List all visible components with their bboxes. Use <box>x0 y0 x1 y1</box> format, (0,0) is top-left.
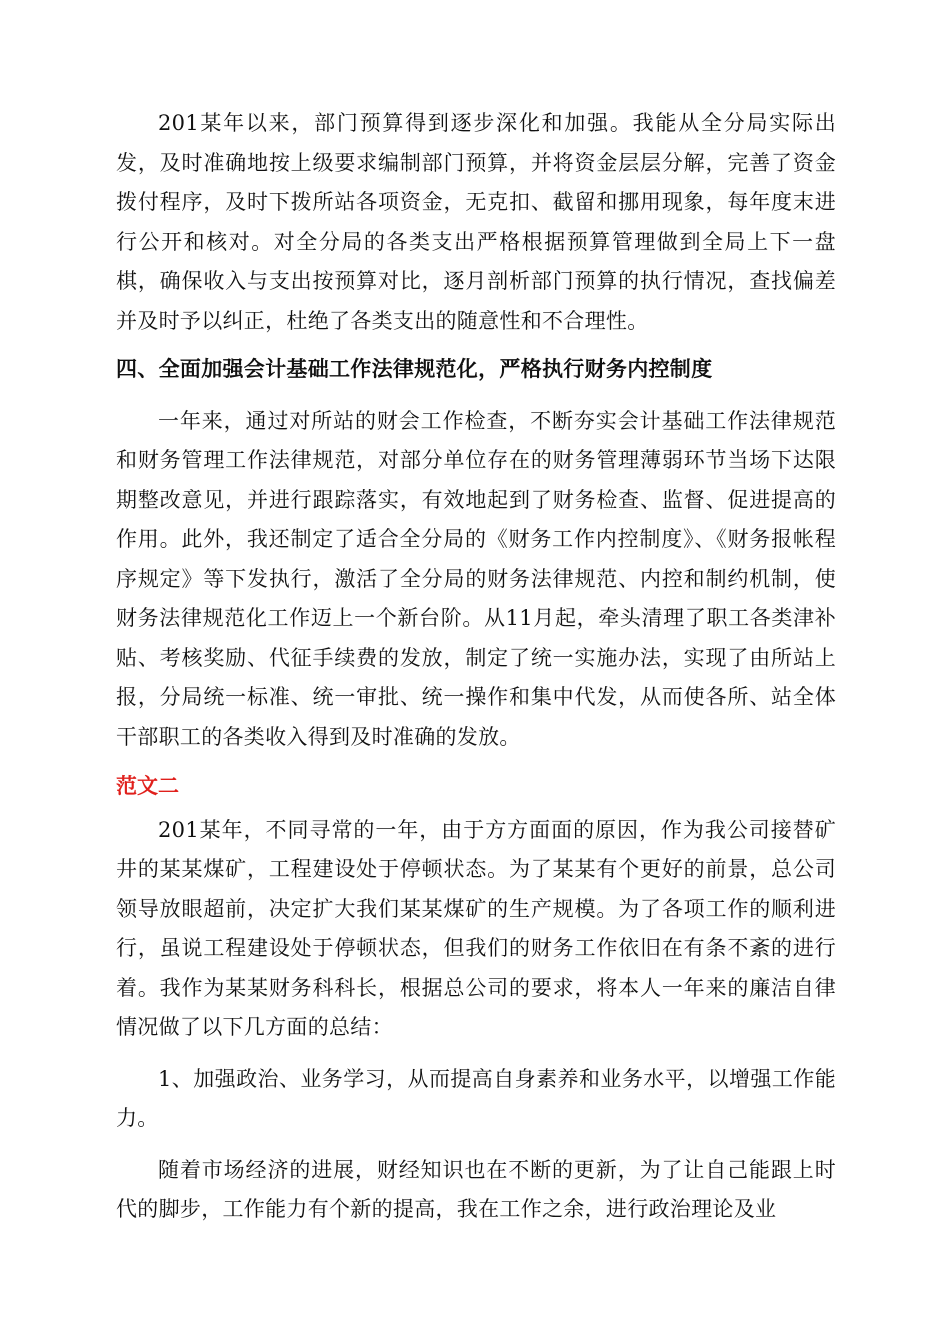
body-paragraph: 201某年以来，部门预算得到逐步深化和加强。我能从全分局实际出发，及时准确地按上级要求编制部门预算，并将资金层层分解，完善了资金拨付程序，及时下拨所站各项资金，无克扣、截留和挪用现象，每年度末进行公开和核对。对全分局的各类支出严格根据预算管理做到全局上下一盘棋，确保收入与支出按预算对比，逐月剖析部门预算的执行情况，查找偏差并及时予以纠正，杜绝了各类支出的随意性和不合理性。 <box>116 111 836 333</box>
body-paragraph: 一年来，通过对所站的财会工作检查，不断夯实会计基础工作法律规范和财务管理工作法律规范，对部分单位存在的财务管理薄弱环节当场下达限期整改意见，并进行跟踪落实，有效地起到了财务检查、监督、促进提高的作用。此外，我还制定了适合全分局的《财务工作内控制度》、《财务报帐程序规定》等下发执行，激活了全分局的财务法律规范、内控和制约机制，使财务法律规范化工作迈上一个新台阶。从11月起，牵头清理了职工各类津补贴、考核奖励、代征手续费的发放，制定了统一实施办法，实现了由所站上报，分局统一标准、统一审批、统一操作和集中代发，从而使各所、站全体干部职工的各类收入得到及时准确的发放。 <box>116 408 836 749</box>
body-paragraph: 随着市场经济的进展，财经知识也在不断的更新，为了让自己能跟上时代的脚步，工作能力有个新的提高，我在工作之余，进行政治理论及业 <box>116 1157 836 1221</box>
document-page <box>116 104 836 1230</box>
sample-title: 范文二 <box>116 774 179 798</box>
numbered-point: 1、加强政治、业务学习，从而提高自身素养和业务水平，以增强工作能力。 <box>116 1066 836 1130</box>
section-heading: 四、全面加强会计基础工作法律规范化，严格执行财务内控制度 <box>116 357 713 381</box>
body-paragraph: 201某年，不同寻常的一年，由于方方面面的原因，作为我公司接替矿井的某某煤矿，工程建设处于停顿状态。为了某某有个更好的前景，总公司领导放眼超前，决定扩大我们某某煤矿的生产规模。为了各项工作的顺利进行，虽说工程建设处于停顿状态，但我们的财务工作依旧在有条不紊的进行着。我作为某某财务科科长，根据总公司的要求，将本人一年来的廉洁自律情况做了以下几方面的总结： <box>116 817 836 1039</box>
